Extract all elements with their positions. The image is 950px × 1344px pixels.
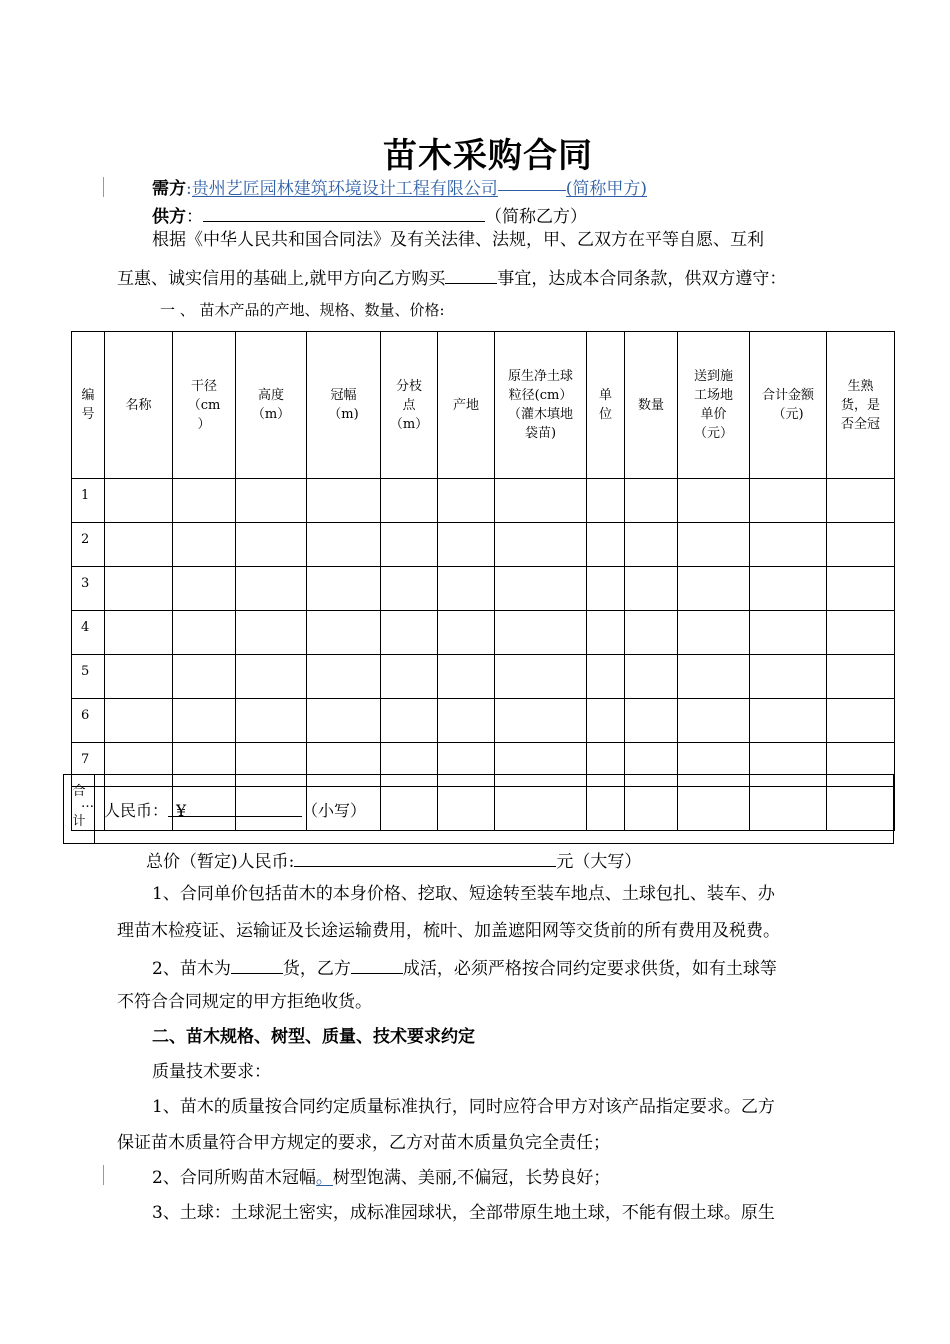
table-cell xyxy=(307,479,381,523)
header-text: 生熟 xyxy=(847,378,874,394)
header-text: （m） xyxy=(389,416,429,432)
small-amount-blank xyxy=(168,800,302,820)
yen-sign: ¥ xyxy=(176,801,187,820)
table-header-cell xyxy=(750,332,827,479)
goods-type-blank xyxy=(231,955,283,974)
table-cell xyxy=(173,567,236,611)
header-text: （元) xyxy=(772,407,804,422)
table-header-cell xyxy=(236,332,307,479)
table-row xyxy=(72,523,895,567)
table-header-cell xyxy=(72,332,105,479)
table-cell xyxy=(827,699,895,743)
clause-2-part-c: 成活，必须严格按合同约定要求供货，如有土球等 xyxy=(402,959,777,979)
table-cell xyxy=(678,611,750,655)
table-header-cell xyxy=(381,332,438,479)
header-text: 号 xyxy=(81,407,95,422)
total-label-line: 合 xyxy=(72,784,86,799)
table-cell xyxy=(381,523,438,567)
table-cell xyxy=(587,611,625,655)
table-cell xyxy=(495,655,587,699)
clause-2-part-b: 货，乙方 xyxy=(282,959,351,979)
table-cell xyxy=(236,479,307,523)
table-header-cell xyxy=(173,332,236,479)
table-cell xyxy=(236,611,307,655)
table-cell xyxy=(105,611,173,655)
row-number: 6 xyxy=(72,699,105,743)
table-cell xyxy=(678,699,750,743)
table-cell xyxy=(307,655,381,699)
table-row xyxy=(72,699,895,743)
table-cell xyxy=(173,523,236,567)
table-cell xyxy=(678,567,750,611)
table-cell xyxy=(750,655,827,699)
table-cell xyxy=(625,523,678,567)
quality-1-line-1: 1、苗木的质量按合同约定质量标准执行，同时应符合甲方对该产品指定要求。乙方 xyxy=(152,1097,775,1117)
small-note: （小写） xyxy=(302,801,367,820)
table-cell xyxy=(105,655,173,699)
row-number: 4 xyxy=(72,611,105,655)
clause-1-line-1: 1、合同单价包括苗木的本身价格、挖取、短途转至装车地点、土球包扎、装车、办 xyxy=(152,884,775,904)
seedling-table xyxy=(71,331,895,831)
table-cell xyxy=(827,523,895,567)
row-number: 3 xyxy=(72,567,105,611)
clause-1-line-2: 理苗木检疫证、运输证及长途运输费用，梳叶、加盖遮阳网等交货前的所有费用及税费。 xyxy=(117,921,780,941)
table-cell xyxy=(438,699,495,743)
table-cell xyxy=(173,655,236,699)
table-cell xyxy=(750,699,827,743)
supplier-colon: ： xyxy=(186,207,203,227)
table-cell xyxy=(105,523,173,567)
row-number: 5 xyxy=(72,655,105,699)
table-cell xyxy=(307,699,381,743)
table-cell xyxy=(750,479,827,523)
table-cell xyxy=(587,655,625,699)
table-cell xyxy=(495,523,587,567)
row-number: … xyxy=(72,787,105,831)
header-text: 点 xyxy=(402,397,416,413)
supplier-short: （简称乙方） xyxy=(485,207,587,227)
header-text: 否全冠 xyxy=(840,416,880,432)
table-cell xyxy=(438,479,495,523)
table-cell xyxy=(750,567,827,611)
intro-line-2b: 事宜，达成本合同条款，供双方遵守： xyxy=(497,269,787,289)
table-row xyxy=(72,611,895,655)
quality-heading: 质量技术要求： xyxy=(152,1062,271,1082)
row-number: 2 xyxy=(72,523,105,567)
total-price-line xyxy=(146,848,641,873)
header-text: 原生净土球 xyxy=(507,369,573,384)
quality-2-line xyxy=(152,1167,610,1189)
table-cell xyxy=(105,699,173,743)
table-cell xyxy=(381,699,438,743)
table-cell xyxy=(678,655,750,699)
buyer-short: (简称甲方) xyxy=(565,179,647,199)
table-cell xyxy=(827,567,895,611)
table-cell xyxy=(495,611,587,655)
quality-1-line-2: 保证苗木质量符合甲方规定的要求，乙方对苗木质量负完全责任； xyxy=(117,1133,610,1153)
revision-marker xyxy=(103,1165,104,1185)
table-cell xyxy=(587,523,625,567)
header-text: 位 xyxy=(598,407,612,422)
header-text: 高度 xyxy=(257,388,284,403)
table-header-cell xyxy=(307,332,381,479)
buyer-strike xyxy=(498,180,566,191)
buyer-company: 贵州艺匠园林建筑环境设计工程有限公司 xyxy=(191,179,498,199)
quality-2-part-b: 树型饱满、美丽,不偏冠，长势良好； xyxy=(332,1168,611,1188)
revision-marker xyxy=(103,177,104,197)
total-label-line: 计 xyxy=(72,814,86,829)
header-text: （cm xyxy=(187,397,221,413)
table-cell xyxy=(105,479,173,523)
table-cell xyxy=(587,479,625,523)
header-text: 干径 xyxy=(190,378,217,394)
header-text: 产地 xyxy=(452,397,479,413)
table-cell xyxy=(438,655,495,699)
table-cell xyxy=(827,611,895,655)
row-number: 1 xyxy=(72,479,105,523)
table-cell xyxy=(381,611,438,655)
table-header-row xyxy=(72,332,895,479)
table-row xyxy=(72,479,895,523)
table-cell xyxy=(827,479,895,523)
table-cell xyxy=(827,655,895,699)
table-body xyxy=(72,332,895,831)
table-cell xyxy=(438,611,495,655)
page-title: 苗木采购合同 xyxy=(383,136,593,176)
header-text: 分枝 xyxy=(395,378,422,394)
table-header-cell xyxy=(827,332,895,479)
table-cell xyxy=(678,523,750,567)
table-header-cell xyxy=(678,332,750,479)
total-price-suffix: 元（大写） xyxy=(556,852,642,872)
clause-2-line-2: 不符合合同规定的甲方拒绝收货。 xyxy=(117,992,372,1012)
supplier-label: 供方 xyxy=(152,207,186,227)
table-header-cell xyxy=(625,332,678,479)
header-text: 冠幅 xyxy=(330,388,357,403)
table-cell xyxy=(438,567,495,611)
header-text: （m) xyxy=(328,407,359,422)
table-cell xyxy=(173,699,236,743)
table-header-cell xyxy=(587,332,625,479)
header-text: 粒径(cm） xyxy=(508,388,573,403)
header-text: 送到施 xyxy=(693,369,733,384)
table-cell xyxy=(750,523,827,567)
table-cell xyxy=(381,567,438,611)
table-header-cell xyxy=(438,332,495,479)
table-cell xyxy=(307,523,381,567)
table-cell xyxy=(173,479,236,523)
supplier-name-blank xyxy=(203,203,485,222)
buyer-line xyxy=(152,178,647,200)
header-text: （灌木填地 xyxy=(507,407,573,422)
header-text: （m） xyxy=(251,407,291,422)
header-text: ） xyxy=(197,416,211,432)
total-row xyxy=(63,774,894,844)
section-1-heading: 一 、 苗木产品的产地、规格、数量、价格: xyxy=(160,301,445,319)
table-cell xyxy=(307,611,381,655)
table-header-cell xyxy=(495,332,587,479)
header-text: （元） xyxy=(693,426,733,441)
table-cell xyxy=(173,611,236,655)
supplier-line xyxy=(152,203,587,228)
quality-2-part-a: 2、合同所购苗木冠幅 xyxy=(152,1168,316,1188)
header-text: 合计金额 xyxy=(761,388,814,403)
header-text: 编 xyxy=(81,388,95,403)
header-text: 货，是 xyxy=(840,397,880,413)
table-cell xyxy=(495,479,587,523)
header-text: 工场地 xyxy=(693,388,733,403)
table-cell xyxy=(625,567,678,611)
table-cell xyxy=(236,699,307,743)
header-text: 数量 xyxy=(637,397,664,413)
table-cell xyxy=(750,611,827,655)
header-text: 名称 xyxy=(125,397,152,413)
table-cell xyxy=(587,567,625,611)
table-cell xyxy=(625,611,678,655)
table-cell xyxy=(625,699,678,743)
total-price-blank xyxy=(294,848,556,867)
total-price-label: 总价（暂定)人民币: xyxy=(146,852,295,872)
header-text: 单价 xyxy=(700,407,727,422)
total-label xyxy=(64,775,95,843)
table-cell xyxy=(381,655,438,699)
buyer-colon: : xyxy=(186,179,192,199)
table-cell xyxy=(678,479,750,523)
header-text: 袋苗) xyxy=(524,426,557,441)
table-cell xyxy=(438,523,495,567)
intro-line-1: 根据《中华人民共和国合同法》及有关法律、法规，甲、乙双方在平等自愿、互利 xyxy=(152,230,764,250)
intro-line-2 xyxy=(117,265,786,290)
quality-3-line-1: 3、土球：土球泥土密实，成标准园球状，全部带原生地土球，不能有假土球。原生 xyxy=(152,1203,775,1223)
table-cell xyxy=(236,567,307,611)
rmb-label: 人民币： xyxy=(104,801,169,820)
table-cell xyxy=(307,567,381,611)
table-cell xyxy=(381,479,438,523)
table-row xyxy=(72,655,895,699)
quality-2-mark: 。 xyxy=(315,1168,333,1188)
survival-rate-blank xyxy=(351,955,403,974)
total-amount xyxy=(104,800,366,822)
section-2-heading: 二、苗木规格、树型、质量、技术要求约定 xyxy=(152,1027,475,1047)
table-cell xyxy=(236,655,307,699)
table-cell xyxy=(495,567,587,611)
header-text: 单 xyxy=(598,388,612,403)
row-number: 7 xyxy=(72,743,105,787)
table-row xyxy=(72,567,895,611)
buyer-label: 需方 xyxy=(152,179,186,199)
clause-2-part-a: 2、苗木为 xyxy=(152,959,231,979)
table-cell xyxy=(105,567,173,611)
clause-2-line-1 xyxy=(152,955,777,980)
table-cell xyxy=(625,655,678,699)
table-cell xyxy=(587,699,625,743)
table-cell xyxy=(625,479,678,523)
intro-line-2a: 互惠、诚实信用的基础上,就甲方向乙方购买 xyxy=(117,269,446,289)
table-cell xyxy=(495,699,587,743)
table-header-cell xyxy=(105,332,173,479)
table-cell xyxy=(236,523,307,567)
purchase-item-blank xyxy=(445,265,497,284)
